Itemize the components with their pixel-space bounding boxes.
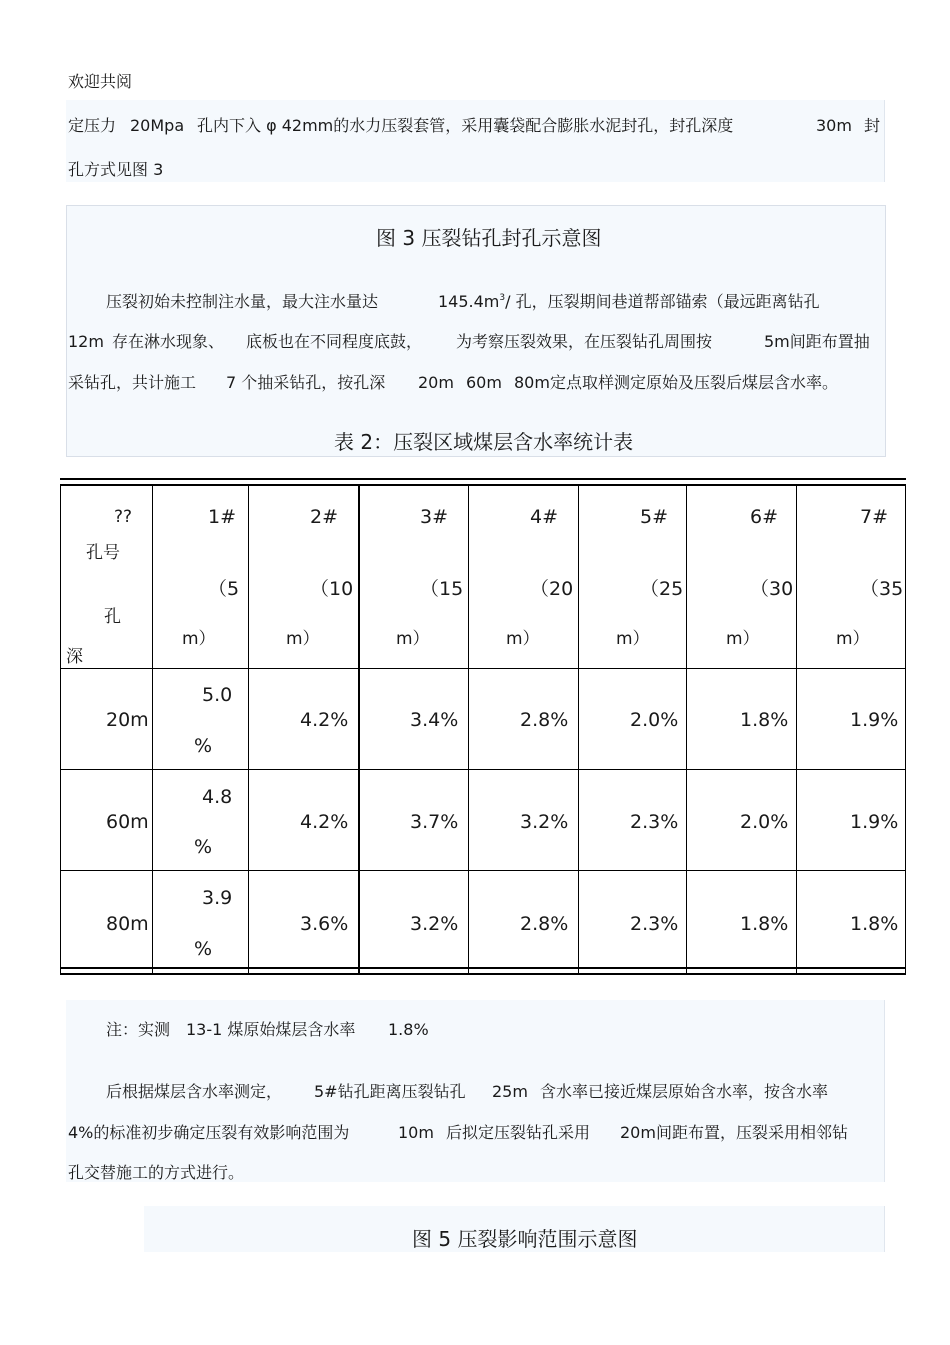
- table-top-rule: [60, 484, 906, 486]
- para2-text: 20m: [418, 373, 454, 392]
- table-cell: 2.3%: [630, 913, 679, 935]
- col-header-unit: m）: [396, 629, 430, 649]
- header-corner: 孔: [104, 607, 121, 627]
- para2-text: 60m: [466, 373, 502, 392]
- table-cell: 4.2%: [300, 709, 349, 731]
- col-divider: [686, 484, 687, 973]
- table-top-rule: [60, 478, 906, 480]
- table-cell: 1.8%: [740, 709, 789, 731]
- col-header-unit: m）: [726, 629, 760, 649]
- col-header-unit: m）: [616, 629, 650, 649]
- note-text: 13-1 煤原始煤层含水率: [186, 1020, 356, 1039]
- col-divider: [358, 484, 360, 973]
- col-header-id: 3#: [420, 506, 449, 528]
- para2-text: 存在淋水现象、: [112, 332, 225, 351]
- table-cell: 4.2%: [300, 811, 349, 833]
- para2-text: 底板也在不同程度底鼓，: [246, 332, 423, 351]
- moisture-table: [60, 478, 906, 975]
- col-divider: [60, 484, 61, 973]
- table-cell: 3.2%: [520, 811, 569, 833]
- table-cell: 3.7%: [410, 811, 459, 833]
- table-caption: 表 2：压裂区域煤层含水率统计表: [334, 430, 634, 454]
- note-text: 1.8%: [388, 1020, 429, 1039]
- col-divider: [796, 484, 797, 973]
- col-header-unit: m）: [836, 629, 870, 649]
- para1-text: 定压力: [68, 116, 117, 135]
- col-header-dist: （10: [310, 578, 354, 600]
- col-header-dist: （25: [640, 578, 684, 600]
- col-header-dist: （20: [530, 578, 574, 600]
- table-cell: 1.9%: [850, 709, 899, 731]
- col-header-id: 6#: [750, 506, 779, 528]
- para1-text: 封: [864, 116, 881, 135]
- figure-3-caption: 图 3 压裂钻孔封孔示意图: [376, 226, 602, 250]
- table-cell: 3.9: [202, 887, 233, 909]
- figure-5-caption: 图 5 压裂影响范围示意图: [412, 1227, 638, 1251]
- table-cell: 1.8%: [740, 913, 789, 935]
- col-header-dist: （5: [208, 578, 240, 600]
- col-header-dist: （30: [750, 578, 794, 600]
- row-depth: 60m: [106, 811, 149, 833]
- table-cell: 3.2%: [410, 913, 459, 935]
- para2-text: 7 个抽采钻孔，按孔深: [226, 373, 386, 392]
- para3-text: 4%的标准初步确定压裂有效影响范围为: [68, 1123, 350, 1142]
- table-cell: 3.4%: [410, 709, 459, 731]
- table-cell: 2.0%: [630, 709, 679, 731]
- header-corner: 深: [66, 647, 83, 667]
- para3-text: 后根据煤层含水率测定，: [106, 1082, 283, 1101]
- row-depth: 20m: [106, 709, 149, 731]
- col-divider: [578, 484, 579, 973]
- table-cell: 4.8: [202, 786, 233, 808]
- row-divider: [60, 769, 906, 770]
- para3-text: 5#钻孔距离压裂钻孔: [314, 1082, 466, 1101]
- header-corner: 孔号: [86, 543, 120, 563]
- table-cell: 5.0: [202, 684, 233, 706]
- col-header-dist: （35: [860, 578, 904, 600]
- table-cell: 1.9%: [850, 811, 899, 833]
- table-cell: 2.8%: [520, 913, 569, 935]
- table-bottom-rule: [60, 967, 906, 969]
- row-divider: [60, 870, 906, 871]
- col-divider: [468, 484, 469, 973]
- col-header-unit: m）: [182, 629, 216, 649]
- table-cell: %: [194, 735, 213, 757]
- col-divider: [905, 484, 906, 973]
- para1-text: 孔方式见图 3: [68, 160, 164, 179]
- header-note: 欢迎共阅: [68, 72, 133, 91]
- para2-text: 压裂初始未控制注水量，最大注水量达: [106, 292, 379, 311]
- col-header-unit: m）: [286, 629, 320, 649]
- table-cell: %: [194, 938, 213, 960]
- paragraph-1-block: [66, 100, 885, 182]
- para2-text: 12m: [68, 332, 104, 351]
- para2-text: 5m间距布置抽: [764, 332, 870, 351]
- table-cell: 2.8%: [520, 709, 569, 731]
- header-corner: ??: [114, 507, 133, 527]
- para3-text: 含水率已接近煤层原始含水率，按含水率: [540, 1082, 829, 1101]
- para2-text: 为考察压裂效果，在压裂钻孔周围按: [456, 332, 713, 351]
- para1-text: 20Mpa: [130, 116, 185, 135]
- table-cell: 3.6%: [300, 913, 349, 935]
- para3-text: 20m间距布置，压裂采用相邻钻: [620, 1123, 848, 1142]
- table-cell: %: [194, 836, 213, 858]
- col-header-unit: m）: [506, 629, 540, 649]
- table-cell: 2.3%: [630, 811, 679, 833]
- row-depth: 80m: [106, 913, 149, 935]
- row-divider: [60, 668, 906, 669]
- para1-text: 30m: [816, 116, 852, 135]
- col-header-id: 4#: [530, 506, 559, 528]
- note-text: 注：实测: [106, 1020, 171, 1039]
- para2-text: 采钻孔，共计施工: [68, 373, 197, 392]
- col-header-id: 1#: [208, 506, 237, 528]
- para3-text: 10m: [398, 1123, 434, 1142]
- table-bottom-rule: [60, 973, 906, 975]
- para3-text: 后拟定压裂钻孔采用: [446, 1123, 591, 1142]
- para1-text: 孔内下入 φ 42mm的水力压裂套管，采用囊袋配合膨胀水泥封孔，封孔深度: [197, 116, 734, 135]
- para2-text: 80m定点取样测定原始及压裂后煤层含水率。: [514, 373, 838, 392]
- col-header-id: 5#: [640, 506, 669, 528]
- para2-text: $145.4m^3/$ 孔，压裂期间巷道帮部锚索（最远距离钻孔: [438, 292, 820, 311]
- para3-text: 25m: [492, 1082, 528, 1101]
- col-header-id: 2#: [310, 506, 339, 528]
- col-divider: [152, 484, 153, 973]
- col-header-id: 7#: [860, 506, 889, 528]
- col-header-dist: （15: [420, 578, 464, 600]
- table-cell: 2.0%: [740, 811, 789, 833]
- para3-text: 孔交替施工的方式进行。: [68, 1163, 245, 1182]
- table-cell: 1.8%: [850, 913, 899, 935]
- col-divider: [248, 484, 249, 973]
